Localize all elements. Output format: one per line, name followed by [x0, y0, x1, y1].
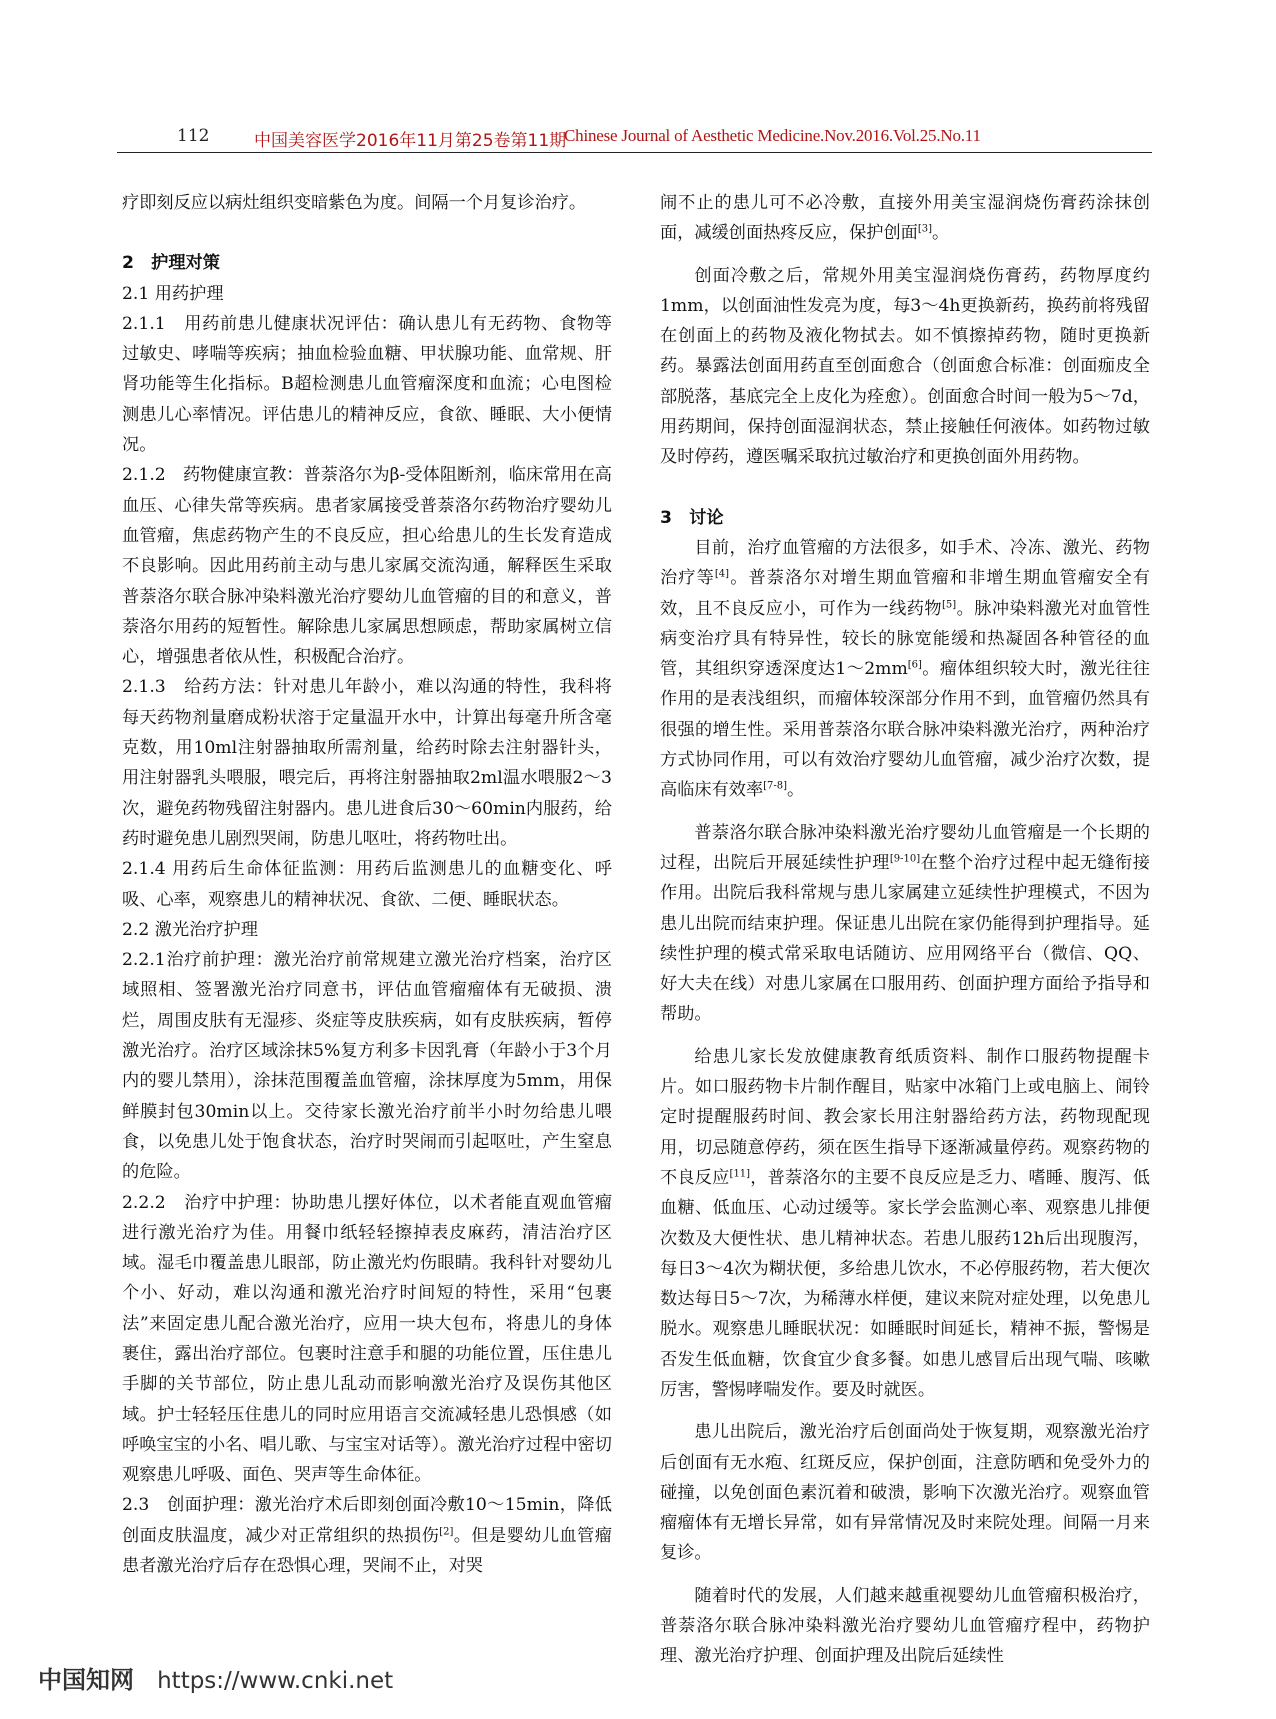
citation[interactable]: [7-8] — [763, 780, 788, 792]
paragraph-2-1-3: 2.1.3 给药方法：针对患儿年龄小，难以沟通的特性，我科将每天药物剂量磨成粉状溶于定量温开水中，计算出每毫升所含毫克数，用10ml注射器抽取所需剂量，给药时除去注射器针头，用注射器乳头喂服，喂完后，再将注射器抽取2ml温水喂服2～3次，避免药物残留注射器内。患儿进食后30～60min内服药，给药时避免患儿剧烈哭闹，防患儿呕吐，将药物吐出。 — [122, 677, 612, 849]
section-heading-3: 3 讨论 — [660, 507, 724, 528]
paragraph: 给患儿家长发放健康教育纸质资料、制作口服药物提醒卡片。如口服药物卡片制作醒目，贴家中冰箱门上或电脑上、闹铃定时提醒服药时间、教会家长用注射器给药方法，药物现配现用，切忌随意停药，须在医生指导下逐渐减量停药。观察药物的不良反应[11]，普萘洛尔的主要不良反应是乏力、嗜睡、腹泻、低血糖、低血压、心动过缓等。家长学会监测心率、观察患儿排便次数及大便性状、患儿精神状态。若患儿服药12h后出现腹泻，每日3～4次为糊状便，多给患儿饮水，不必停服药物，若大便次数达每日5～7次，为稀薄水样便，建议来院对症处理，以免患儿脱水。观察患儿睡眠状况：如睡眠时间延长，精神不振，警惕是否发生低血糖，饮食宜少食多餐。如患儿感冒后出现气喘、咳嗽厉害，警惕哮喘发作。要及时就医。 — [660, 1046, 1150, 1400]
paragraph: 疗即刻反应以病灶组织变暗紫色为度。间隔一个月复诊治疗。 — [122, 193, 587, 213]
paragraph-2-2-1: 2.2.1治疗前护理：激光治疗前常规建立激光治疗档案，治疗区域照相、签署激光治疗同意书，评估血管瘤瘤体有无破损、溃烂，周围皮肤有无湿疹、炎症等皮肤疾病，如有皮肤疾病，暂停激光治疗。治疗区域涂抹5%复方利多卡因乳膏（年龄小于3个月内的婴儿禁用），涂抹范围覆盖血管瘤，涂抹厚度为5mm，用保鲜膜封包30min以上。交待家长激光治疗前半小时勿给患儿喂食，以免患儿处于饱食状态，治疗时哭闹而引起呕吐，产生窒息的危险。 — [122, 950, 612, 1183]
citation[interactable]: [9-10] — [889, 853, 921, 865]
subsection-heading-2-1: 2.1 用药护理 — [122, 283, 224, 304]
paragraph: 随着时代的发展，人们越来越重视婴幼儿血管瘤积极治疗，普萘洛尔联合脉冲染料激光治疗婴幼儿血管瘤疗程中，药物护理、激光治疗护理、创面护理及出院后延续性 — [660, 1585, 1150, 1667]
page-number: 112 — [177, 126, 210, 146]
citation[interactable]: [6] — [907, 659, 922, 671]
paragraph: 患儿出院后，激光治疗后创面尚处于恢复期，观察激光治疗后创面有无水疱、红斑反应，保护创面，注意防晒和免受外力的碰撞，以免创面色素沉着和破溃，影响下次激光治疗。观察血管瘤瘤体有无增长异常，如有异常情况及时来院处理。间隔一月来复诊。 — [660, 1422, 1150, 1564]
paragraph-2-1-2: 2.1.2 药物健康宣教：普萘洛尔为β-受体阻断剂，临床常用在高血压、心律失常等疾病。患者家属接受普萘洛尔药物治疗婴幼儿血管瘤，焦虑药物产生的不良反应，担心给患儿的生长发育造成不良影响。因此用药前主动与患儿家属交流沟通，解释医生采取普萘洛尔联合脉冲染料激光治疗婴幼儿血管瘤的目的和意义，普萘洛尔用药的短暂性。解除患儿家属思想顾虑，帮助家属树立信心，增强患者依从性，积极配合治疗。 — [122, 465, 612, 668]
citation[interactable]: [11] — [729, 1168, 751, 1180]
citation[interactable]: [2] — [439, 1526, 454, 1538]
cnki-logo: 中国知网 — [38, 1666, 134, 1694]
right-column — [660, 188, 1150, 1672]
paragraph-2-1-4: 2.1.4 用药后生命体征监测：用药后监测患儿的血糖变化、呼吸、心率，观察患儿的精神状况、食欲、二便、睡眠状态。 — [122, 859, 612, 910]
subsection-heading-2-2: 2.2 激光治疗护理 — [122, 919, 258, 940]
left-column — [122, 188, 612, 1581]
cnki-url[interactable]: https://www.cnki.net — [157, 1668, 394, 1694]
paragraph: 闹不止的患儿可不必冷敷，直接外用美宝湿润烧伤膏药涂抹创面，减缓创面热疼反应，保护创面[3]。 — [660, 193, 1150, 244]
paragraph-2-3: 2.3 创面护理：激光治疗术后即刻创面冷敷10～15min，降低创面皮肤温度，减少对正常组织的热损伤[2]。但是婴幼儿血管瘤患者激光治疗后存在恐惧心理，哭闹不止，对哭 — [122, 1495, 612, 1577]
journal-title-cn: 中国美容医学2016年11月第25卷第11期 — [254, 131, 567, 151]
footer-watermark — [38, 1660, 393, 1695]
section-heading-2: 2 护理对策 — [122, 253, 220, 274]
running-header — [117, 124, 1152, 153]
paragraph-2-1-1: 2.1.1 用药前患儿健康状况评估：确认患儿有无药物、食物等过敏史、哮喘等疾病；抽血检验血糖、甲状腺功能、血常规、肝肾功能等生化指标。B超检测患儿血管瘤深度和血流；心电图检测患儿心率情况。评估患儿的精神反应，食欲、睡眠、大小便情况。 — [122, 313, 612, 456]
paragraph-2-2-2: 2.2.2 治疗中护理：协助患儿摆好体位，以术者能直观血管瘤进行激光治疗为佳。用餐巾纸轻轻擦掉表皮麻药，清洁治疗区域。湿毛巾覆盖患儿眼部，防止激光灼伤眼睛。我科针对婴幼儿个小、好动，难以沟通和激光治疗时间短的特性，采用“包裹法”来固定患儿配合激光治疗，应用一块大包布，将患儿的身体裹住，露出治疗部位。包裹时注意手和腿的功能位置，压住患儿手脚的关节部位，防止患儿乱动而影响激光治疗及误伤其他区域。护士轻轻压住患儿的同时应用语言交流减轻患儿恐惧感（如呼唤宝宝的小名、唱儿歌、与宝宝对话等）。激光治疗过程中密切观察患儿呼吸、面色、哭声等生命体征。 — [122, 1192, 612, 1486]
citation[interactable]: [4] — [714, 568, 730, 580]
citation[interactable]: [3] — [917, 223, 932, 235]
journal-title-en: Chinese Journal of Aesthetic Medicine.Nov.2016.Vol.25.No.11 — [564, 126, 981, 145]
paragraph: 目前，治疗血管瘤的方法很多，如手术、冷冻、激光、药物治疗等[4]。普萘洛尔对增生期血管瘤和非增生期血管瘤安全有效，且不良反应小，可作为一线药物[5]。脉冲染料激光对血管性病变治疗具有特异性，较长的脉宽能缓和热凝固各种管径的血管，其组织穿透深度达1～2mm[6]。瘤体组织较大时，激光往往作用的是表浅组织，而瘤体较深部分作用不到，血管瘤仍然具有很强的增生性。采用普萘洛尔联合脉冲染料激光治疗，两种治疗方式协同作用，可以有效治疗婴幼儿血管瘤，减少治疗次数，提高临床有效率[7-8]。 — [660, 537, 1150, 801]
citation[interactable]: [5] — [941, 598, 957, 610]
paragraph: 创面冷敷之后，常规外用美宝湿润烧伤膏药，药物厚度约1mm，以创面油性发亮为度，每3～4h更换新药，换药前将残留在创面上的药物及液化物拭去。如不慎擦掉药物，随时更换新药。暴露法创面用药直至创面愈合（创面愈合标准：创面痂皮全部脱落，基底完全上皮化为痊愈）。创面愈合时间一般为5～7d，用药期间，保持创面湿润状态，禁止接触任何液体。如药物过敏及时停药，遵医嘱采取抗过敏治疗和更换创面外用药物。 — [660, 265, 1150, 468]
paragraph: 普萘洛尔联合脉冲染料激光治疗婴幼儿血管瘤是一个长期的过程，出院后开展延续性护理[9-10]在整个治疗过程中起无缝衔接作用。出院后我科常规与患儿家属建立延续性护理模式，不因为患儿出院而结束护理。保证患儿出院在家仍能得到护理指导。延续性护理的模式常采取电话随访、应用网络平台（微信、QQ、好大夫在线）对患儿家属在口服用药、创面护理方面给予指导和帮助。 — [660, 822, 1150, 1025]
